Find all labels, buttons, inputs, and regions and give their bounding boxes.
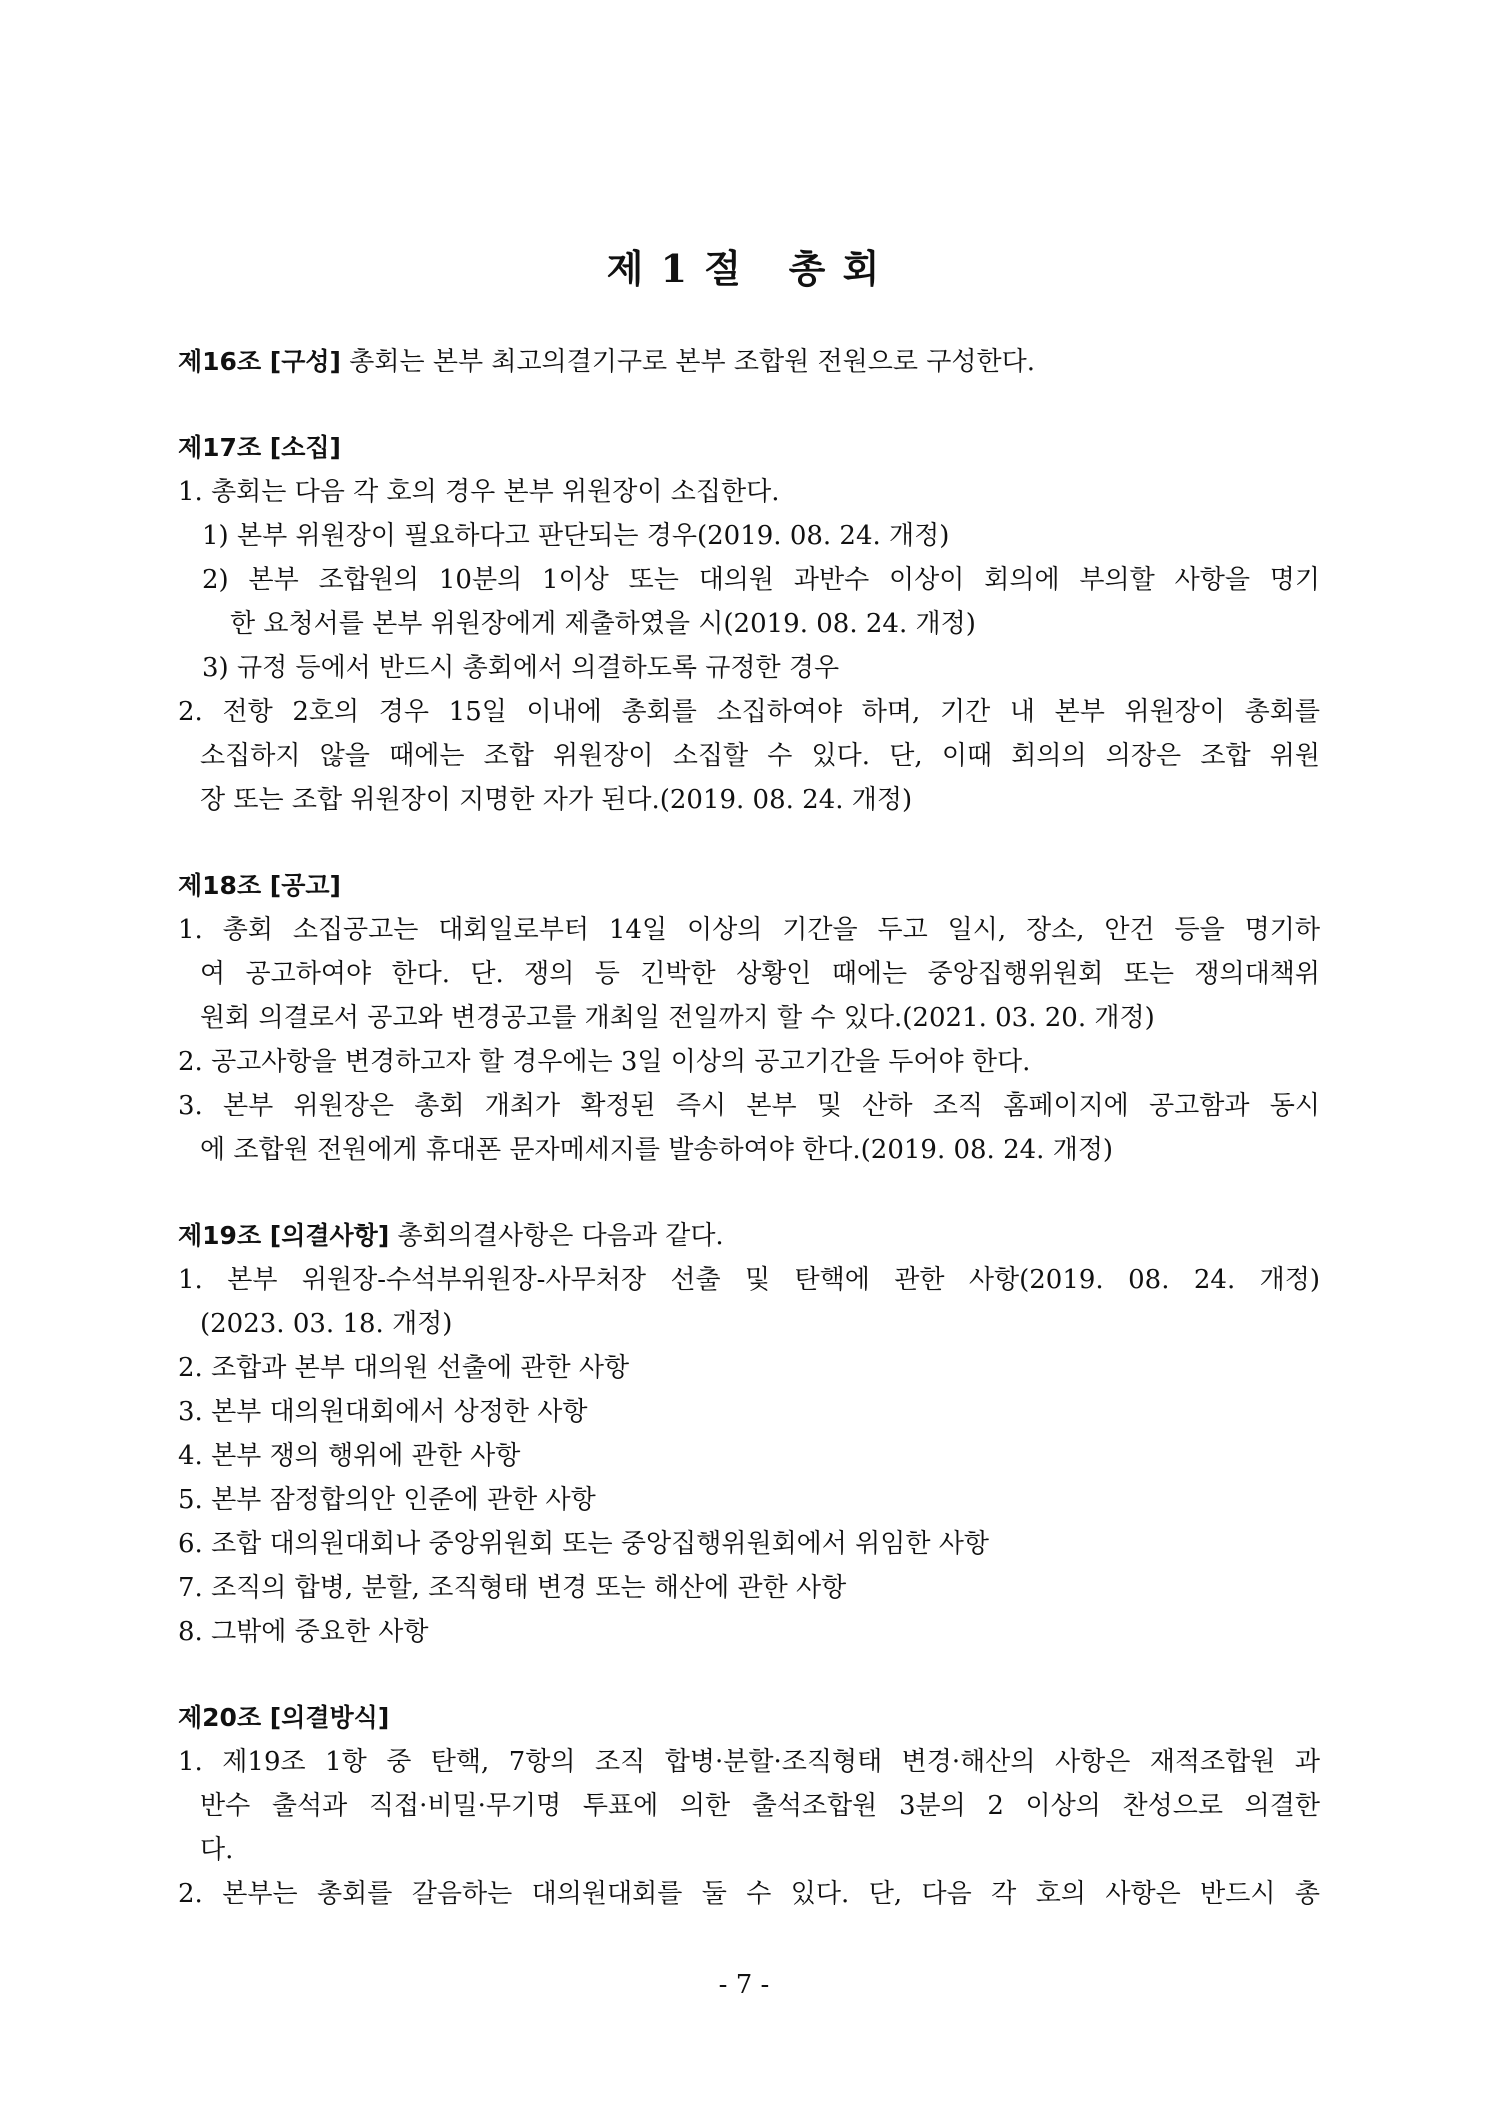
article-19-line: 2. 조합과 본부 대의원 선출에 관한 사항 — [178, 1353, 630, 1383]
article-19-line: (2023. 03. 18. 개정) — [200, 1309, 453, 1339]
article-17-line: 장 또는 조합 위원장이 지명한 자가 된다.(2019. 08. 24. 개정) — [200, 785, 913, 815]
article-19 — [178, 1214, 1320, 1258]
article-18-line: 여 공고하여야 한다. 단. 쟁의 등 긴박한 상황인 때에는 중앙집행위원회 또는 쟁의대책위 — [200, 959, 1320, 989]
article-19-line: 1. 본부 위원장-수석부위원장-사무처장 선출 및 탄핵에 관한 사항(2019. 08. 24. 개정) — [178, 1265, 1320, 1295]
article-20-heading: 제20조 [의결방식] — [178, 1703, 390, 1732]
article-20-line: 2. 본부는 총회를 갈음하는 대의원대회를 둘 수 있다. 단, 다음 각 호의 사항은 반드시 총 — [178, 1879, 1320, 1909]
article-18-line: 3. 본부 위원장은 총회 개최가 확정된 즉시 본부 및 산하 조직 홈페이지에 공고함과 동시 — [178, 1091, 1320, 1121]
document-body — [178, 340, 1320, 1916]
article-18-line: 에 조합원 전원에게 휴대폰 문자메세지를 발송하여야 한다.(2019. 08. 24. 개정) — [200, 1135, 1114, 1165]
article-19-line: 6. 조합 대의원대회나 중앙위원회 또는 중앙집행위원회에서 위임한 사항 — [178, 1529, 990, 1559]
article-16 — [178, 340, 1320, 384]
article-17-heading: 제17조 [소집] — [178, 433, 341, 462]
article-18-line: 2. 공고사항을 변경하고자 할 경우에는 3일 이상의 공고기간을 두어야 한다. — [178, 1047, 1031, 1077]
article-17-line: 소집하지 않을 때에는 조합 위원장이 소집할 수 있다. 단, 이때 회의의 의장은 조합 위원 — [200, 741, 1320, 771]
article-18-heading: 제18조 [공고] — [178, 871, 341, 900]
article-18-line: 1. 총회 소집공고는 대회일로부터 14일 이상의 기간을 두고 일시, 장소, 안건 등을 명기하 — [178, 915, 1320, 945]
article-16-text: 총회는 본부 최고의결기구로 본부 조합원 전원으로 구성한다. — [340, 347, 1035, 377]
article-19-text: 총회의결사항은 다음과 같다. — [389, 1221, 724, 1251]
article-20-line: 1. 제19조 1항 중 탄핵, 7항의 조직 합병·분할·조직형태 변경·해산의 사항은 재적조합원 과 — [178, 1747, 1320, 1777]
article-17-line: 한 요청서를 본부 위원장에게 제출하였을 시(2019. 08. 24. 개정) — [230, 609, 976, 639]
article-19-line: 4. 본부 쟁의 행위에 관한 사항 — [178, 1441, 521, 1471]
article-19-line: 5. 본부 잠정합의안 인준에 관한 사항 — [178, 1485, 596, 1515]
article-19-heading: 제19조 [의결사항] — [178, 1221, 390, 1250]
article-17-line: 3) 규정 등에서 반드시 총회에서 의결하도록 규정한 경우 — [202, 653, 840, 683]
article-17-line: 2. 전항 2호의 경우 15일 이내에 총회를 소집하여야 하며, 기간 내 본부 위원장이 총회를 — [178, 697, 1320, 727]
article-20-line: 다. — [200, 1835, 234, 1865]
article-18-line: 원회 의결로서 공고와 변경공고를 개최일 전일까지 할 수 있다.(2021. 03. 20. 개정) — [200, 1003, 1155, 1033]
article-19-line: 7. 조직의 합병, 분할, 조직형태 변경 또는 해산에 관한 사항 — [178, 1573, 847, 1603]
article-19-line: 8. 그밖에 중요한 사항 — [178, 1617, 429, 1647]
article-19-line: 3. 본부 대의원대회에서 상정한 사항 — [178, 1397, 588, 1427]
article-16-heading: 제16조 [구성] — [178, 347, 341, 376]
section-title: 제 1 절 총 회 — [606, 246, 882, 291]
article-20-line: 반수 출석과 직접·비밀·무기명 투표에 의한 출석조합원 3분의 2 이상의 찬성으로 의결한 — [200, 1791, 1320, 1821]
article-17-line: 2) 본부 조합원의 10분의 1이상 또는 대의원 과반수 이상이 회의에 부의할 사항을 명기 — [202, 565, 1320, 595]
page-number: - 7 - — [718, 1970, 770, 2000]
article-17-line: 1) 본부 위원장이 필요하다고 판단되는 경우(2019. 08. 24. 개정) — [202, 521, 950, 551]
article-17-line: 1. 총회는 다음 각 호의 경우 본부 위원장이 소집한다. — [178, 477, 780, 507]
